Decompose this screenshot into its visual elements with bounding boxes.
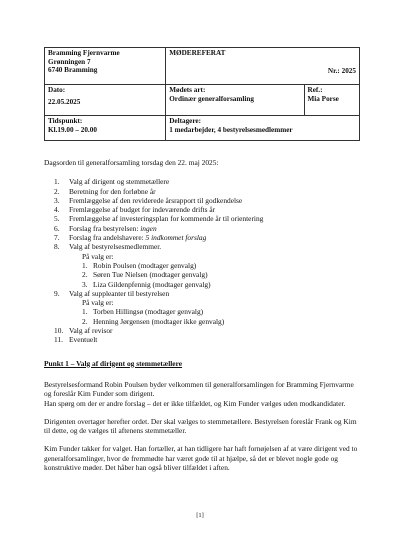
agenda-subitem-text: Henning Jørgensen (modtager ikke genvalg) xyxy=(93,316,225,326)
org-name: Bramming Fjernvarme xyxy=(48,49,120,57)
agenda-item: 5. Fremlæggelse af investeringsplan for kommende år til orientering xyxy=(54,214,264,224)
document-body xyxy=(44,158,362,472)
tidspunkt-label: Tidspunkt: xyxy=(48,117,83,125)
agenda-item-text: Fremlæggelse af den reviderede årsrapport til godkendelse xyxy=(69,195,243,205)
agenda-item: 3. Fremlæggelse af den reviderede årsrapport til godkendelse xyxy=(54,195,243,205)
agenda-item: 7. Forslag fra andelshavere: 5 indkommet forslag xyxy=(54,233,207,243)
ref-cell xyxy=(304,85,359,116)
agenda-item: 11. Eventuelt xyxy=(54,335,98,345)
org-street: Grønningen 7 xyxy=(48,57,91,66)
section-heading: Punkt 1 – Valg af dirigent og stemmetællere xyxy=(44,358,183,368)
agenda-item-text: Valg af revisor xyxy=(69,326,113,336)
agenda-item-emphasis: 5 indkommet forslag xyxy=(145,233,207,243)
section-paragraph: Han spørg om der er andre forslag – det er ikke tilfældet, og Kim Funder vælges uden modkandidater. xyxy=(44,398,346,408)
agenda-item-text: Fremlæggelse af budget for indeværende drifts år xyxy=(69,205,216,215)
nr-label: Nr.: 2025 xyxy=(327,66,356,75)
agenda-item-text: Forslag fra bestyrelsen: xyxy=(69,223,141,233)
section-paragraph: Kim Funder takker for valget. Han fortæller, at han tidligere har haft fornøjelsen af at være dirigent ved to generalforsamlinger, hvor de fremmødte har været gode til at hjælpe, så det er blevet nogle gode og konstruktive møder. Det håber han også bliver tilfældet i aften. xyxy=(44,444,358,473)
agenda-list xyxy=(44,177,362,344)
agenda-item: 6. Forslag fra bestyrelsen: ingen xyxy=(54,223,157,233)
deltagere-label: Deltagere: xyxy=(169,117,202,125)
agenda-item-text: Fremlæggelse af investeringsplan for kommende år til orientering xyxy=(69,214,264,224)
agenda-item: 8. Valg af bestyrelsesmedlemmer. xyxy=(54,242,162,252)
agenda-item-text: Eventuelt xyxy=(69,335,98,345)
ref-label: Ref.: xyxy=(307,86,323,94)
section-paragraph: Dirigenten overtager herefter ordet. Der skal vælges to stemmetællere. Bestyrelsen foreslår Frank og Kim til dette, og de vælges til aftenens stemmetæller. xyxy=(44,416,357,436)
doc-type: MØDEREFERAT xyxy=(169,49,226,57)
agenda-subitem: 1. Robin Poulsen (modtager genvalg) xyxy=(82,260,197,270)
section-paragraph: Bestyrelsesformand Robin Poulsen byder velkommen til generalforsamlingen for Bramming Fjernvarme og foreslår Kim Funder som dirigent. xyxy=(44,379,354,399)
agenda-item-emphasis: ingen xyxy=(140,223,157,233)
modets-art-value: Ordinær generalforsamling xyxy=(169,94,254,103)
modets-art-cell xyxy=(166,85,304,116)
deltagere-cell xyxy=(166,116,360,141)
agenda-item: 4. Fremlæggelse af budget for indeværende drifts år xyxy=(54,205,216,215)
page-number: [1] xyxy=(196,512,204,519)
agenda-item-text: Valg af bestyrelsesmedlemmer. xyxy=(69,242,162,252)
agenda-subitem: 1. Torben Hillingsø (modtager genvalg) xyxy=(82,307,204,317)
agenda-subitem: 2. Henning Jørgensen (modtager ikke genvalg) xyxy=(82,316,225,326)
tidspunkt-cell xyxy=(45,116,166,141)
agenda-subitem: 3. Liza Gildenpfennig (modtager genvalg) xyxy=(82,279,211,289)
agenda-item: 10. Valg af revisor xyxy=(54,326,113,336)
agenda-item-text: Beretning for den forløbne år xyxy=(69,186,156,196)
agenda-item: 1. Valg af dirigent og stemmetællere xyxy=(54,177,170,187)
agenda-subitem-text: Robin Poulsen (modtager genvalg) xyxy=(93,260,197,270)
tidspunkt-value: Kl.19.00 – 20.00 xyxy=(48,125,97,134)
deltagere-value: 1 medarbejder, 4 bestyrelsesmedlemmer xyxy=(169,125,293,134)
doc-type-cell xyxy=(166,48,360,85)
agenda-subitem: 2. Søren Tue Nielsen (modtager genvalg) xyxy=(82,270,208,280)
dato-cell xyxy=(45,85,166,116)
agenda-subitem-text: Torben Hillingsø (modtager genvalg) xyxy=(93,307,204,317)
dato-label: Dato: xyxy=(48,86,66,94)
agenda-item: 2. Beretning for den forløbne år xyxy=(54,186,156,196)
agenda-subitem-text: Liza Gildenpfennig (modtager genvalg) xyxy=(93,279,211,289)
ref-value: Mia Porse xyxy=(307,94,339,103)
agenda-sub-label: På valg er: xyxy=(82,298,114,308)
agenda-item: 9. Valg af suppleanter til bestyrelsen xyxy=(54,288,170,298)
agenda-item-text: Valg af suppleanter til bestyrelsen xyxy=(69,288,170,298)
organization-cell xyxy=(45,48,166,85)
agenda-subitem-text: Søren Tue Nielsen (modtager genvalg) xyxy=(93,270,208,280)
dato-value: 22.05.2025 xyxy=(48,97,81,106)
agenda-item-text: Forslag fra andelshavere: xyxy=(69,233,146,243)
agenda-intro: Dagsorden til generalforsamling torsdag den 22. maj 2025: xyxy=(44,158,219,167)
agenda-item-text: Valg af dirigent og stemmetællere xyxy=(69,177,170,187)
org-city: 6740 Bramming xyxy=(48,66,98,75)
agenda-sub-label: På valg er: xyxy=(82,251,114,261)
header-table xyxy=(44,47,360,141)
modets-art-label: Mødets art: xyxy=(169,86,206,94)
